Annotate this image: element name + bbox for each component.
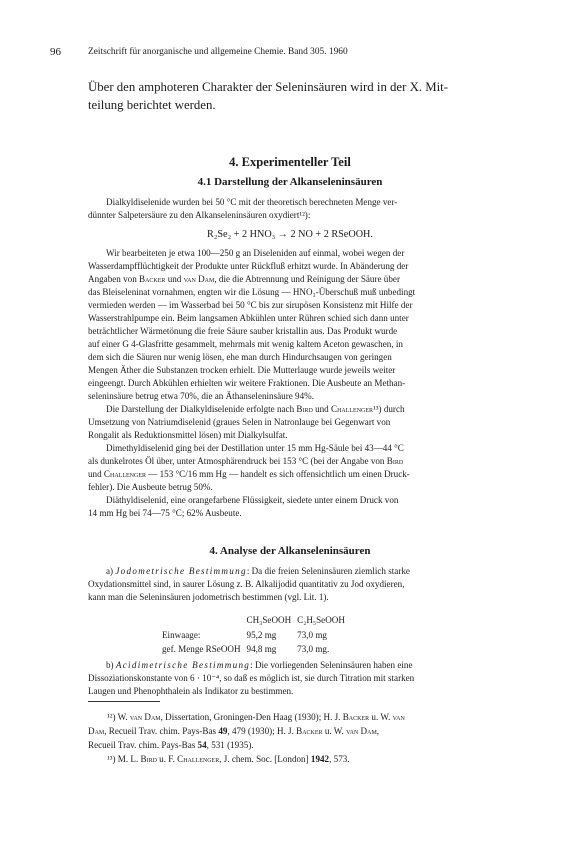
p2-line-2: Wasserdampfflüchtigkeit der Produkte unter Rückfluß erhitzt wurde. In Abänderung der [88, 261, 409, 271]
p4-line-3: und Challenger — 153 °C/16 mm Hg — handelt es sich offensichtlich um einen Druck- [88, 469, 410, 479]
footnote-12-line-3: Recueil Trav. chim. Pays-Bas 54, 531 (1935). [88, 740, 254, 750]
running-head: Zeitschrift für anorganische und allgemeine Chemie. Band 305. 1960 [88, 47, 348, 57]
p2-line-9: dem sich die Säuren nur wenig lösen, ehe man durch Hindurchsaugen von geringen [88, 352, 392, 362]
p2-line-10: Mengen Äther die Substanzen trocken erhielt. Die Mutterlauge wurde jeweils weiter [88, 365, 396, 375]
author-name: Challenger [103, 469, 146, 479]
table-header-col2: C₂H₅SeOOH [297, 615, 345, 625]
author-name: van [392, 712, 405, 722]
p2-line-7: beträchtlicher Wärmetönung die freie Säure sauber kristallin aus. Das Produkt wurde [88, 326, 398, 336]
table-cell: 73,0 mg [297, 630, 327, 640]
author-name: Dam [88, 726, 105, 736]
p2-line-4: das Bleiseleninat vornahmen, engten wir die Lösung — HNO₃-Überschuß muß unbedingt [88, 287, 416, 297]
analysis-table [162, 612, 351, 656]
p2-line-8: auf einer G 4-Glasfritte gesammelt, mehrmals mit wenig kaltem Aceton gewaschen, in [88, 339, 403, 349]
volume-number: 49 [218, 726, 228, 736]
year-number: 1942 [310, 754, 330, 764]
author-name: Challenger [331, 404, 374, 414]
footnote-rule [88, 701, 160, 702]
footnote-12-line-1: ¹²) W. van Dam, Dissertation, Groningen-Den Haag (1930); H. J. Backer u. W. van [107, 712, 405, 722]
p2-line-6: Wasserstrahlpumpe ein. Beim langsamen Abkühlen unter Rühren schied sich dann unter [88, 313, 409, 323]
table-row-label: gef. Menge RSeOOH [162, 644, 241, 654]
reaction-formula: R₂Se₂ + 2 HNO₃ → 2 NO + 2 RSeOOH. [207, 229, 373, 240]
p4-line-2: als dunkelrotes Öl über, unter Atmosphärendruck bei 153 °C (bei der Angabe von Bird [88, 456, 404, 466]
p2-line-1: Wir bearbeiteten je etwa 100—250 g an Diseleniden auf einmal, wobei wegen der [106, 248, 405, 258]
author-name: Backer [342, 712, 370, 722]
table-row-label: Einwaage: [162, 630, 201, 640]
table-header-col1: CH₃SeOOH [246, 615, 292, 625]
intro-line-2: teilung berichtet werden. [88, 98, 216, 112]
footnote-12-line-2: Dam, Recueil Trav. chim. Pays-Bas 49, 479 (1930); H. J. Backer u. W. van Dam, [88, 726, 380, 736]
table-row [162, 642, 351, 656]
author-name: van Dam [183, 274, 215, 284]
p2-line-5: vermieden werden — im Wasserbad bei 50 °C bis zur sirupösen Konsistenz mit Hilfe der [88, 300, 413, 310]
table-header-row [162, 612, 351, 628]
pb-line-2: Dissoziationskonstante von 6 · 10⁻⁴, so daß es möglich ist, sie durch Titration mit starken [88, 673, 415, 683]
table-cell: 95,2 mg [246, 630, 277, 640]
author-name: van Dam [129, 712, 161, 722]
pa-line-1: a) Jodometrische Bestimmung: Da die freien Seleninsäuren ziemlich starke [106, 566, 410, 576]
p2-line-11: eingeengt. Durch Abkühlen erhielten wir weitere Fraktionen. Die Ausbeute an Methan- [88, 378, 406, 388]
table-corner [162, 612, 247, 628]
p2-line-12: seleninsäure betrug etwa 70%, die an Äthanseleninsäure 94%. [88, 391, 315, 401]
spaced-heading: Jodometrische Bestimmung [115, 566, 247, 576]
pa-line-2: Oxydationsmittel sind, in saurer Lösung z. B. Alkalijodid quantitativ zu Jod oxydieren, [88, 579, 405, 589]
p3-line-1: Die Darstellung der Dialkyldiselenide erfolgte nach Bird und Challenger¹³) durch [106, 404, 405, 414]
p3-line-2: Umsetzung von Natriumdiselenid (graues Selen in Natronlauge bei Gegenwart von [88, 417, 391, 427]
author-name: Bird [386, 456, 404, 466]
author-name: Challenger [177, 754, 220, 764]
p5-line-1: Diäthyldiselenid, eine orangefarbene Flüssigkeit, siedete unter einem Druck von [106, 495, 399, 505]
section-4-1-title: 4.1 Darstellung der Alkanseleninsäuren [197, 176, 383, 188]
footnote-13: ¹³) M. L. Bird u. F. Challenger, J. chem. Soc. [London] 1942, 573. [107, 754, 350, 764]
table-cell: 94,8 mg [246, 644, 277, 654]
author-name: van Dam [346, 726, 377, 736]
p1-line-2: dünnter Salpetersäure zu den Alkanseleninsäuren oxydiert¹²): [88, 210, 311, 220]
author-name: Backer [296, 726, 323, 736]
p4-line-1: Dimethyldiselenid ging bei der Destillation unter 15 mm Hg-Säule bei 43—44 °C [106, 443, 404, 453]
section-4-title: 4. Experimenteller Teil [229, 155, 351, 169]
author-name: Bird [296, 404, 313, 414]
pb-line-3: Laugen und Phenophthalein als Indikator zu bestimmen. [88, 686, 294, 696]
page-number: 96 [50, 46, 61, 58]
author-name: Bird [140, 754, 157, 764]
p3-line-3: Rongalit als Reduktionsmittel lösen) mit Dialkylsulfat. [88, 430, 288, 440]
table-row [162, 628, 351, 642]
author-name: Backer [139, 274, 166, 284]
p5-line-2: 14 mm Hg bei 74—75 °C; 62% Ausbeute. [88, 508, 242, 518]
intro-line-1: Über den amphoteren Charakter der Seleninsäuren wird in der X. Mit- [88, 80, 448, 94]
p4-line-4: fehler). Die Ausbeute betrug 50%. [88, 482, 213, 492]
p2-line-3: Angaben von Backer und van Dam, die die Abtrennung und Reinigung der Säure über [88, 274, 400, 284]
pb-line-1: b) Acidimetrische Bestimmung: Die vorliegenden Seleninsäuren haben eine [106, 660, 413, 670]
pa-line-3: kann man die Seleninsäuren jodometrisch bestimmen (vgl. Lit. 1). [88, 592, 329, 602]
p1-line-1: Dialkyldiselenide wurden bei 50 °C mit der theoretisch berechneten Menge ver- [106, 197, 398, 207]
table-cell: 73,0 mg. [297, 644, 330, 654]
section-4-analysis-title: 4. Analyse der Alkanseleninsäuren [209, 545, 371, 557]
volume-number: 54 [197, 740, 207, 750]
spaced-heading: Acidimetrische Bestimmung [115, 660, 251, 670]
